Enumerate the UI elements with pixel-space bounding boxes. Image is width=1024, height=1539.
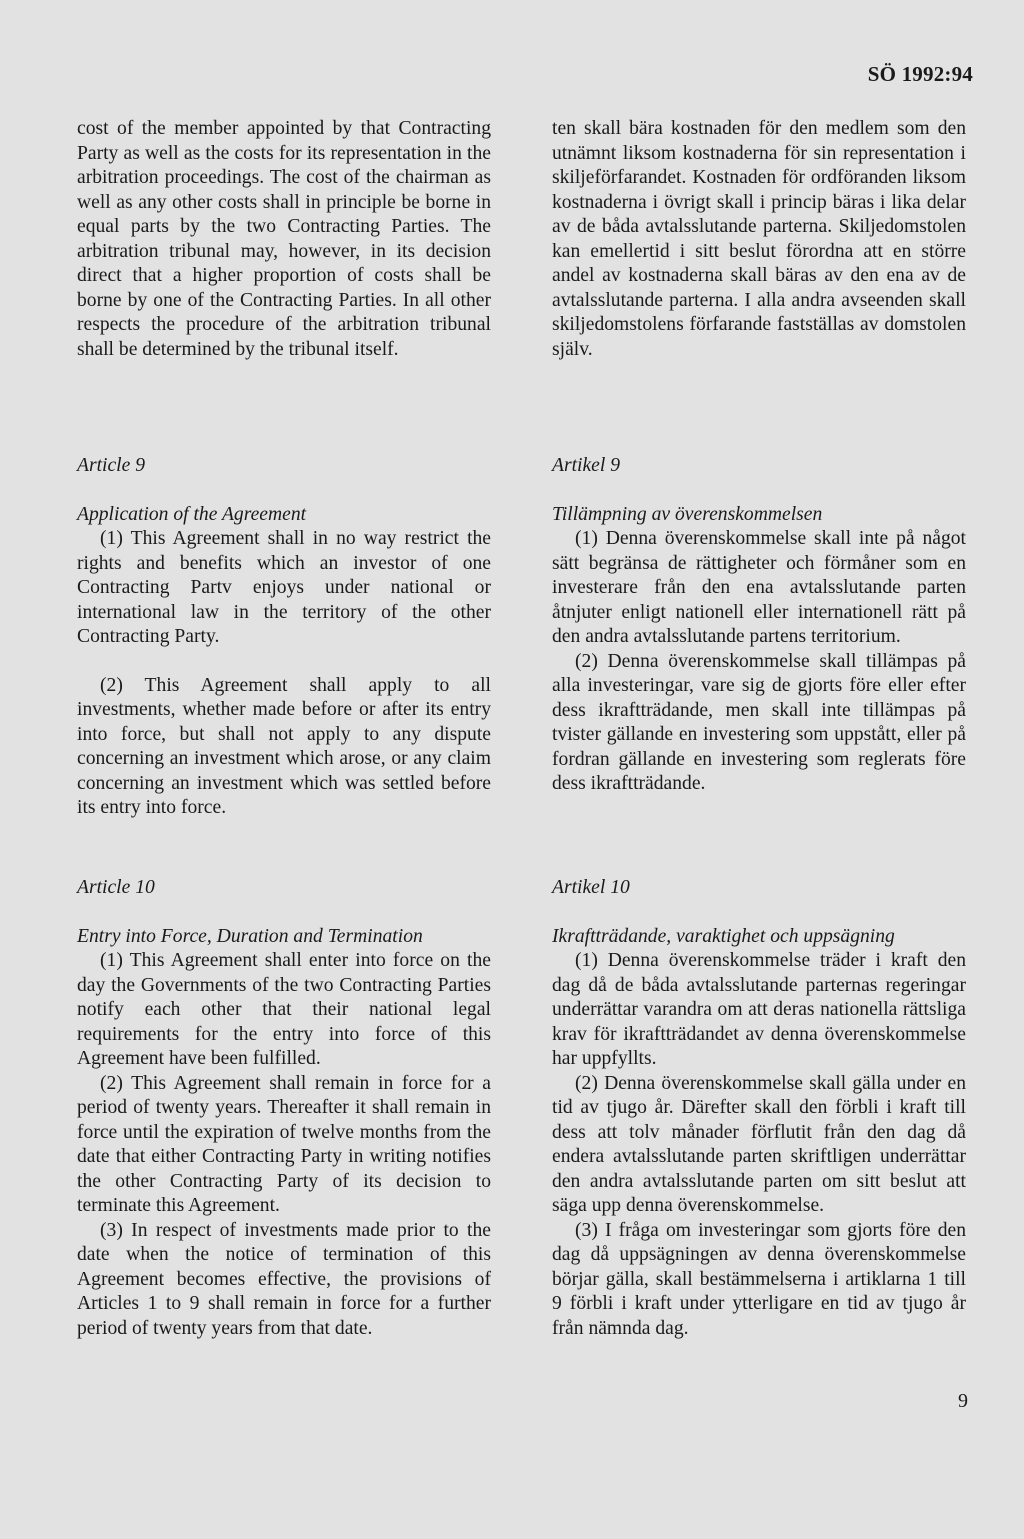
- article-paragraph: (2) This Agreement shall apply to all investments, whether made before or after its entry into force, but shall not apply to any dispute concerning an investment which arose, or any claim concerning an investment which was settled before its entry into force.: [77, 674, 491, 818]
- article-title: Ikraftträdande, varaktighet och uppsägning: [552, 925, 895, 947]
- left-column-intro: [77, 117, 491, 362]
- intro-paragraph-sv: ten skall bära kostnaden för den medlem som den utnämnt liksom kostnaderna för sin representation i skiljeförfarandet. Kostnaden för ordföranden liksom kostnaderna i övrigt skall i princip bäras i lika delar av de båda avtalsslutande parterna. Skiljedomstolen kan emellertid i sitt beslut förordna att en större andel av kostnaderna skall bäras av den ena av de avtalsslutande parterna. I alla andra avseenden skall skiljedomstolens förfarande fastställas av domstolen själv.: [552, 118, 966, 360]
- article-title: Entry into Force, Duration and Termination: [77, 925, 423, 947]
- article-10-sv: [552, 876, 966, 1341]
- article-paragraph: (3) In respect of investments made prior to the date when the notice of termination of this Agreement becomes effective, the provisions of Articles 1 to 9 shall remain in force for a further period of twenty years from that date.: [77, 1219, 491, 1339]
- article-paragraph: (1) Denna överenskommelse skall inte på något sätt begränsa de rättigheter och förmåner som en investerare från den ena avtalsslutande parten åtnjuter enligt nationell eller internationell rätt på den andra avtalsslutande partens territorium.: [552, 528, 966, 647]
- right-column-intro: [552, 117, 966, 362]
- article-paragraph: (2) Denna överenskommelse skall gälla under en tid av tjugo år. Därefter skall den förbli i kraft till dess att tolv månader förflutit från den dag då endera avtalsslutande parten skriftligen underrättar den andra avtalsslutande parten om sitt beslut att säga upp denna överenskommelse.: [552, 1072, 966, 1216]
- article-paragraph: (2) Denna överenskommelse skall tillämpas på alla investeringar, vare sig de gjorts före eller efter dess ikraftträdande, men skall inte tillämpas på tvister gällande en investering som uppstått, eller på fordran gällande en investering som reglerats före dess ikraftträdande.: [552, 650, 966, 794]
- article-title: Tillämpning av överenskommelsen: [552, 503, 823, 525]
- article-10-en: [77, 876, 491, 1341]
- article-label: Artikel 10: [552, 877, 630, 898]
- article-9-sv: [552, 454, 966, 797]
- article-label: Article 10: [77, 877, 155, 898]
- document-reference: SÖ 1992:94: [867, 62, 973, 86]
- article-paragraph: (3) I fråga om investeringar som gjorts före den dag då uppsägningen av denna överenskommelse börjar gälla, skall bestämmelserna i artiklarna 1 till 9 förbli i kraft under ytterligare en tid av tjugo år från nämnda dag.: [552, 1219, 966, 1339]
- article-paragraph: (2) This Agreement shall remain in force for a period of twenty years. Thereafter it shall remain in force until the expiration of twelve months from the date that either Contracting Party in writing notifies the other Contracting Party of its decision to terminate this Agreement.: [77, 1072, 491, 1216]
- intro-paragraph-en: cost of the member appointed by that Contracting Party as well as the costs for its representation in the arbitration proceedings. The cost of the chairman as well as any other costs shall in principle be borne in equal parts by the two Contracting Parties. The arbitration tribunal may, however, in its decision direct that a higher proportion of costs shall be borne by one of the Contracting Parties. In all other respects the procedure of the arbitration tribunal shall be determined by the tribunal itself.: [77, 118, 491, 360]
- article-title: Application of the Agreement: [77, 503, 307, 525]
- article-paragraph: (1) This Agreement shall enter into force on the day the Governments of the two Contracting Parties notify each other that their national legal requirements for the entry into force of this Agreement have been fulfilled.: [77, 950, 491, 1069]
- article-label: Article 9: [77, 455, 146, 476]
- page-number: 9: [958, 1390, 968, 1412]
- article-paragraph: (1) This Agreement shall in no way restrict the rights and benefits which an investor of one Contracting Partv enjoys under national or international law in the territory of the other Contracting Party.: [77, 528, 491, 647]
- article-paragraph: (1) Denna överenskommelse träder i kraft den dag då de båda avtalsslutande parternas regeringar underrättar varandra om att deras nationella rättsliga krav för ikraftträdandet av denna överenskommelse har uppfyllts.: [552, 950, 966, 1069]
- article-9-en: [77, 454, 491, 821]
- article-label: Artikel 9: [552, 455, 621, 476]
